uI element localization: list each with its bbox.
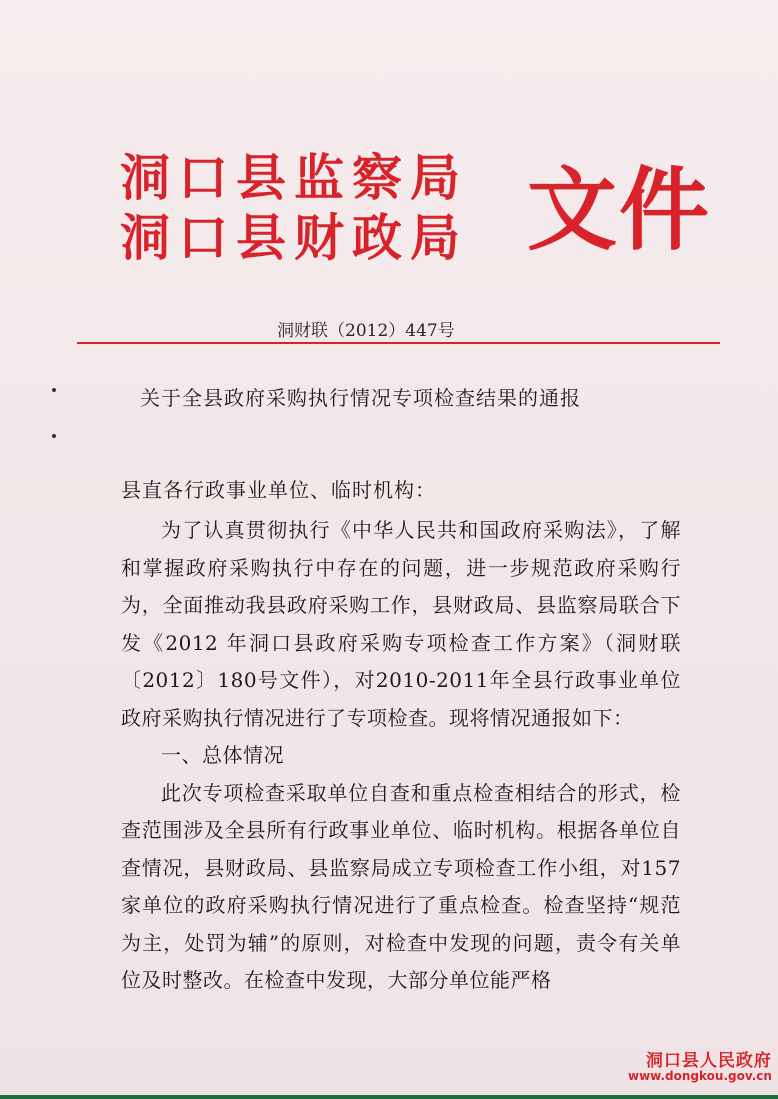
site-name: 洞口县人民政府 [645,1051,772,1071]
doc-number: 洞财联（2012）447号 [277,321,455,341]
salutation: 县直各行政事业单位、临时机构： [121,478,436,502]
bottom-border [0,1095,778,1099]
punch-hole [52,388,56,392]
red-divider [77,342,720,344]
paragraph: 为了认真贯彻执行《中华人民共和国政府采购法》，了解和掌握政府采购执行中存在的问题，进一步规范政府采购行为，全面推动我县政府采购工作，县财政局、县监察局联合下发《2012 年洞口县政府采购专项检查工作方案》（洞财联〔2012〕180号文件），对2010-2011年全县行政事业单位政府采购执行情况进行了专项检查。现将情况通报如下： [121,518,681,730]
site-watermark-logo [628,1046,772,1083]
body-text [121,512,681,1000]
document-title: 关于全县政府采购执行情况专项检查结果的通报 [140,386,581,410]
header-doc-type: 文件 [527,157,711,263]
header-org-line1: 洞口县监察局 [120,148,468,207]
punch-hole [52,434,56,438]
header-org-line2: 洞口县财政局 [120,208,468,267]
paragraph: 此次专项检查采取单位自查和重点检查相结合的形式，检查范围涉及全县所有行政事业单位、临时机构。根据各单位自查情况，县财政局、县监察局成立专项检查工作小组，对157家单位的政府采购执行情况进行了重点检查。检查坚持“规范为主，处罚为辅”的原则，对检查中发现的问题，责令有关单位及时整改。在检查中发现，大部分单位能严格 [121,780,681,992]
section-heading: 一、总体情况 [161,743,284,767]
site-url: www.dongkou.gov.cn [628,1069,772,1083]
